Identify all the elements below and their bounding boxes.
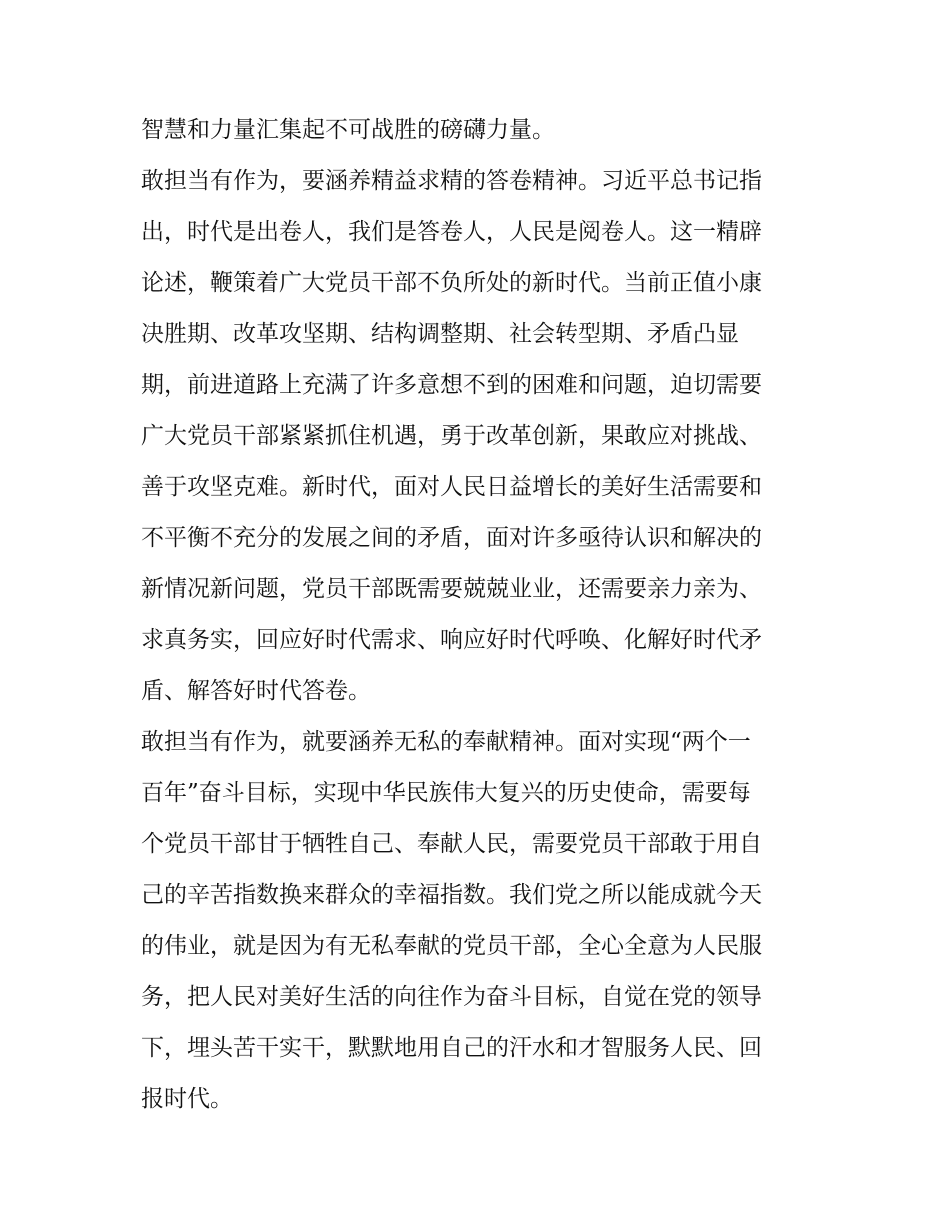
text-line-5: 决胜期、改革攻坚期、结构调整期、社会转型期、矛盾凸显 xyxy=(141,321,739,347)
body-text xyxy=(141,105,813,1125)
text-line-14: 百年”奋斗目标，实现中华民族伟大复兴的历史使命，需要每 xyxy=(141,780,751,806)
text-line-6: 期，前进道路上充满了许多意想不到的困难和问题，迫切需要 xyxy=(141,372,762,398)
text-line-19: 下，埋头苦干实干，默默地用自己的汗水和才智服务人民、回 xyxy=(141,1035,762,1061)
text-line-9: 不平衡不充分的发展之间的矛盾，面对许多亟待认识和解决的 xyxy=(141,525,762,551)
text-line-13: 敢担当有作为，就要涵养无私的奉献精神。面对实现“两个一 xyxy=(141,729,751,755)
text-line-3: 出，时代是出卷人，我们是答卷人，人民是阅卷人。这一精辟 xyxy=(141,219,762,245)
text-line-10: 新情况新问题，党员干部既需要兢兢业业，还需要亲力亲为、 xyxy=(141,576,762,602)
text-line-12: 盾、解答好时代答卷。 xyxy=(141,678,371,704)
text-line-8: 善于攻坚克难。新时代，面对人民日益增长的美好生活需要和 xyxy=(141,474,762,500)
text-line-16: 己的辛苦指数换来群众的幸福指数。我们党之所以能成就今天 xyxy=(141,882,762,908)
text-line-15: 个党员干部甘于牺牲自己、奉献人民，需要党员干部敢于用自 xyxy=(141,831,762,857)
text-line-4: 论述，鞭策着广大党员干部不负所处的新时代。当前正值小康 xyxy=(141,270,762,296)
text-line-7: 广大党员干部紧紧抓住机遇，勇于改革创新，果敢应对挑战、 xyxy=(141,423,762,449)
text-line-17: 的伟业，就是因为有无私奉献的党员干部，全心全意为人民服 xyxy=(141,933,762,959)
text-line-2: 敢担当有作为，要涵养精益求精的答卷精神。习近平总书记指 xyxy=(141,168,762,194)
text-line-11: 求真务实，回应好时代需求、响应好时代呼唤、化解好时代矛 xyxy=(141,627,762,653)
text-line-20: 报时代。 xyxy=(141,1086,233,1112)
text-line-18: 务，把人民对美好生活的向往作为奋斗目标，自觉在党的领导 xyxy=(141,984,762,1010)
text-line-1: 智慧和力量汇集起不可战胜的磅礴力量。 xyxy=(141,117,555,143)
